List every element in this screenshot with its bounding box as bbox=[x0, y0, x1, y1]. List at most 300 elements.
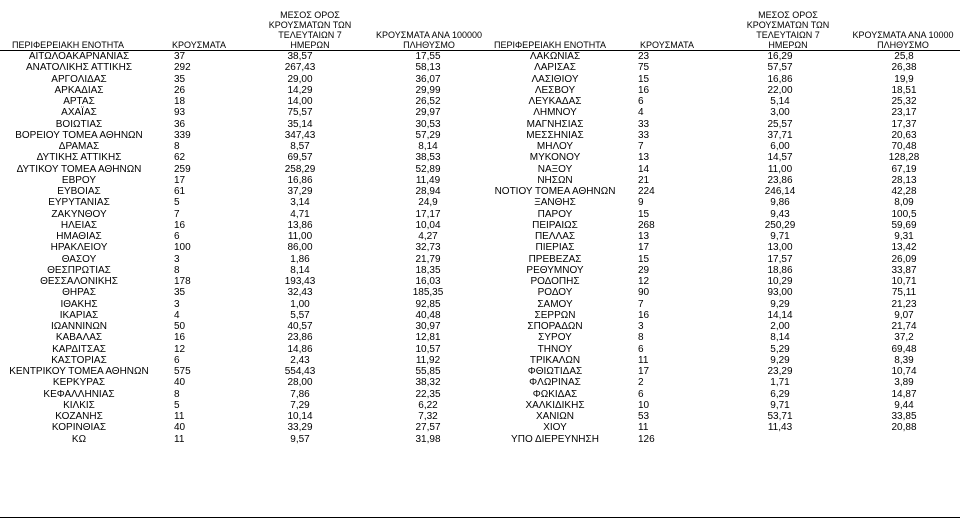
left-cases-cell: 61 bbox=[174, 186, 186, 197]
left-name-cell: ΚΩ bbox=[71, 433, 87, 445]
left-per100k-cell: 92,85 bbox=[415, 298, 441, 310]
table-row bbox=[0, 74, 960, 85]
left-cases-cell: 35 bbox=[174, 73, 186, 85]
right-name-cell: ΧΑΛΚΙΔΙΚΗΣ bbox=[525, 399, 585, 411]
table-row bbox=[0, 197, 960, 208]
left-per100k-cell: 38,32 bbox=[415, 377, 441, 389]
table-row bbox=[0, 400, 960, 411]
right-cases-cell: 14 bbox=[638, 163, 650, 175]
left-name-cell: ΙΚΑΡΙΑΣ bbox=[59, 309, 99, 321]
right-name-cell: ΧΑΝΙΩΝ bbox=[535, 411, 575, 422]
right-avg7-cell: 25,57 bbox=[767, 118, 793, 130]
right-avg7-cell: 10,29 bbox=[767, 276, 793, 287]
right-name-cell: ΤΗΝΟΥ bbox=[537, 343, 573, 355]
left-avg7-cell: 193,43 bbox=[284, 276, 316, 287]
right-per100k-cell: 33,87 bbox=[891, 264, 917, 276]
right-cases-cell: 13 bbox=[638, 231, 650, 242]
left-per100k-cell: 30,97 bbox=[415, 321, 441, 332]
right-avg7-cell: 8,14 bbox=[770, 332, 790, 344]
right-name-cell: ΣΠΟΡΑΔΩΝ bbox=[527, 321, 583, 332]
left-avg7-cell: 35,14 bbox=[287, 118, 313, 130]
left-name-cell: ΘΗΡΑΣ bbox=[62, 287, 96, 299]
left-per100k-cell: 4,27 bbox=[418, 231, 438, 242]
left-cases-cell: 36 bbox=[174, 118, 186, 130]
right-per100k-cell: 26,38 bbox=[891, 62, 917, 74]
left-avg7-cell: 2,43 bbox=[290, 354, 310, 366]
left-per100k-cell: 21,79 bbox=[415, 253, 441, 265]
left-avg7-cell: 8,14 bbox=[290, 264, 310, 276]
right-avg7-cell: 14,57 bbox=[767, 152, 793, 164]
left-avg7-cell: 3,14 bbox=[290, 197, 310, 209]
right-name-cell: ΜΥΚΟΝΟΥ bbox=[529, 152, 581, 164]
left-per100k-cell: 31,98 bbox=[415, 433, 441, 445]
right-per100k-cell: 128,28 bbox=[888, 152, 920, 164]
right-name-cell: ΦΛΩΡΙΝΑΣ bbox=[529, 377, 581, 389]
left-avg7-cell: 258,29 bbox=[284, 163, 316, 175]
left-avg7-cell: 75,57 bbox=[287, 107, 313, 119]
left-per100k-cell: 7,32 bbox=[418, 411, 438, 422]
right-avg7-cell: 18,86 bbox=[767, 264, 793, 276]
table-row bbox=[0, 287, 960, 298]
right-name-cell: ΣΕΡΡΩΝ bbox=[534, 309, 576, 321]
left-per100k-cell: 11,92 bbox=[415, 354, 441, 366]
left-name-cell: ΑΝΑΤΟΛΙΚΗΣ ΑΤΤΙΚΗΣ bbox=[25, 62, 133, 74]
table-row bbox=[0, 276, 960, 287]
right-per100k-cell: 42,28 bbox=[891, 186, 917, 197]
right-name-cell: ΠΙΕΡΙΑΣ bbox=[535, 242, 575, 254]
right-name-cell: ΝΟΤΙΟΥ ΤΟΜΕΑ ΑΘΗΝΩΝ bbox=[494, 186, 616, 197]
table-row bbox=[0, 220, 960, 231]
left-name-cell: ΒΟΙΩΤΙΑΣ bbox=[55, 118, 103, 130]
right-avg7-cell: 3,00 bbox=[770, 107, 790, 119]
right-per100k-cell: 75,11 bbox=[891, 287, 917, 299]
left-cases-cell: 40 bbox=[174, 422, 186, 434]
table-row bbox=[0, 62, 960, 73]
right-per100k-cell: 23,17 bbox=[891, 107, 917, 119]
left-cases-cell: 8 bbox=[174, 141, 180, 152]
right-name-cell: ΤΡΙΚΑΛΩΝ bbox=[529, 354, 581, 366]
right-avg7-cell: 9,29 bbox=[770, 298, 790, 310]
left-name-cell: ΑΡΤΑΣ bbox=[63, 96, 95, 107]
right-avg7-cell: 250,29 bbox=[764, 219, 796, 231]
right-name-cell: ΡΟΔΟΥ bbox=[537, 287, 573, 299]
left-avg7-cell: 23,86 bbox=[287, 332, 313, 344]
left-cases-cell: 292 bbox=[174, 62, 191, 74]
table-row bbox=[0, 209, 960, 220]
right-cases-cell: 15 bbox=[638, 208, 650, 220]
left-name-cell: ΚΕΝΤΡΙΚΟΥ ΤΟΜΕΑ ΑΘΗΝΩΝ bbox=[9, 366, 149, 377]
left-per100k-cell: 38,53 bbox=[415, 152, 441, 164]
right-per100k-cell: 10,71 bbox=[891, 276, 917, 287]
right-avg7-cell: 5,14 bbox=[770, 96, 790, 107]
left-avg7-cell: 14,29 bbox=[287, 84, 313, 96]
right-avg7-cell: 246,14 bbox=[764, 186, 796, 197]
left-name-cell: ΔΡΑΜΑΣ bbox=[58, 141, 100, 152]
left-name-cell: ΚΕΦΑΛΛΗΝΙΑΣ bbox=[43, 388, 115, 400]
right-cases-cell: 6 bbox=[638, 343, 644, 355]
left-name-cell: ΗΡΑΚΛΕΙΟΥ bbox=[50, 242, 108, 254]
left-cases-cell: 62 bbox=[174, 152, 186, 164]
right-per100k-cell: 69,48 bbox=[891, 343, 917, 355]
left-cases-cell: 7 bbox=[174, 208, 180, 220]
right-name-cell: ΛΑΚΩΝΙΑΣ bbox=[529, 51, 581, 62]
right-avg7-cell: 9,43 bbox=[770, 208, 790, 220]
right-cases-cell: 9 bbox=[638, 197, 644, 209]
right-name-cell: ΠΕΙΡΑΙΩΣ bbox=[532, 219, 578, 231]
right-avg7-cell: 17,57 bbox=[767, 253, 793, 265]
left-cases-cell: 8 bbox=[174, 388, 180, 400]
right-per100k-cell: 10,74 bbox=[891, 366, 917, 377]
right-cases-cell: 17 bbox=[638, 366, 650, 377]
right-name-cell: ΧΙΟΥ bbox=[543, 422, 567, 434]
right-name-cell: ΥΠΟ ΔΙΕΡΕΥΝΗΣΗ bbox=[511, 433, 599, 445]
left-avg7-cell: 1,86 bbox=[290, 253, 310, 265]
right-avg7-cell: 37,71 bbox=[767, 129, 793, 141]
right-avg7-cell: 9,71 bbox=[770, 399, 790, 411]
right-per100k-cell: 25,8 bbox=[894, 51, 914, 62]
left-avg7-cell: 11,00 bbox=[287, 231, 313, 242]
right-avg7-cell: 5,29 bbox=[770, 343, 790, 355]
right-avg7-cell: 13,00 bbox=[767, 242, 793, 254]
left-per100k-cell: 55,85 bbox=[415, 366, 441, 377]
table-row bbox=[0, 107, 960, 118]
left-name-cell: ΒΟΡΕΙΟΥ ΤΟΜΕΑ ΑΘΗΝΩΝ bbox=[15, 129, 143, 141]
table-row bbox=[0, 175, 960, 186]
right-cases-cell: 90 bbox=[638, 287, 650, 299]
right-name-cell: ΠΕΛΛΑΣ bbox=[534, 231, 576, 242]
right-cases-cell: 2 bbox=[638, 377, 644, 389]
right-per100k-cell: 18,51 bbox=[891, 84, 917, 96]
right-avg7-cell: 14,14 bbox=[767, 309, 793, 321]
right-name-cell: ΣΥΡΟΥ bbox=[538, 332, 572, 344]
right-name-cell: ΞΑΝΘΗΣ bbox=[534, 197, 576, 209]
right-per100k-cell: 21,74 bbox=[891, 321, 917, 332]
left-per100k-cell: 26,52 bbox=[415, 96, 441, 107]
left-avg7-cell: 1,00 bbox=[290, 298, 310, 310]
table-row bbox=[0, 130, 960, 141]
table-row bbox=[0, 332, 960, 343]
left-name-cell: ΚΑΡΔΙΤΣΑΣ bbox=[52, 343, 106, 355]
right-per100k-cell: 9,31 bbox=[894, 231, 914, 242]
right-cases-cell: 33 bbox=[638, 129, 650, 141]
right-per100k-cell: 3,89 bbox=[894, 377, 914, 389]
right-cases-cell: 6 bbox=[638, 96, 644, 107]
right-cases-cell: 3 bbox=[638, 321, 644, 332]
right-name-cell: ΛΑΣΙΘΙΟΥ bbox=[531, 73, 579, 85]
table-row bbox=[0, 85, 960, 96]
right-cases-cell: 53 bbox=[638, 411, 650, 422]
left-cases-cell: 8 bbox=[174, 264, 180, 276]
left-name-cell: ΘΕΣΠΡΩΤΙΑΣ bbox=[47, 264, 111, 276]
header-avg7-left: ΜΕΣΟΣ ΟΡΟΣ ΚΡΟΥΣΜΑΤΩΝ ΤΩΝ ΤΕΛΕΥΤΑΙΩΝ 7 ΗΜΕΡΩΝ bbox=[268, 10, 352, 50]
left-per100k-cell: 57,29 bbox=[415, 129, 441, 141]
left-name-cell: ΚΑΒΑΛΑΣ bbox=[55, 332, 103, 344]
right-avg7-cell: 11,43 bbox=[767, 422, 793, 434]
left-per100k-cell: 36,07 bbox=[415, 73, 441, 85]
right-avg7-cell: 6,00 bbox=[770, 141, 790, 152]
left-per100k-cell: 6,22 bbox=[418, 399, 438, 411]
right-name-cell: ΜΕΣΣΗΝΙΑΣ bbox=[526, 129, 584, 141]
left-name-cell: ΙΩΑΝΝΙΝΩΝ bbox=[50, 321, 108, 332]
left-avg7-cell: 14,86 bbox=[287, 343, 313, 355]
right-name-cell: ΝΑΞΟΥ bbox=[537, 163, 573, 175]
left-cases-cell: 6 bbox=[174, 231, 180, 242]
right-cases-cell: 7 bbox=[638, 141, 644, 152]
left-name-cell: ΑΧΑΪΑΣ bbox=[61, 107, 97, 119]
table-row bbox=[0, 186, 960, 197]
left-cases-cell: 5 bbox=[174, 399, 180, 411]
left-cases-cell: 40 bbox=[174, 377, 186, 389]
right-per100k-cell: 70,48 bbox=[891, 141, 917, 152]
left-per100k-cell: 16,03 bbox=[415, 276, 441, 287]
right-cases-cell: 268 bbox=[638, 219, 655, 231]
left-name-cell: ΕΥΒΟΙΑΣ bbox=[57, 186, 101, 197]
right-cases-cell: 6 bbox=[638, 388, 644, 400]
right-cases-cell: 224 bbox=[638, 186, 655, 197]
left-name-cell: ΚΟΖΑΝΗΣ bbox=[55, 411, 103, 422]
left-name-cell: ΕΥΡΥΤΑΝΙΑΣ bbox=[48, 197, 110, 209]
right-per100k-cell: 19,9 bbox=[894, 73, 914, 85]
right-per100k-cell: 67,19 bbox=[891, 163, 917, 175]
table-row bbox=[0, 119, 960, 130]
right-per100k-cell: 37,2 bbox=[894, 332, 914, 344]
right-per100k-cell: 14,87 bbox=[891, 388, 917, 400]
header-avg7-right: ΜΕΣΟΣ ΟΡΟΣ ΚΡΟΥΣΜΑΤΩΝ ΤΩΝ ΤΕΛΕΥΤΑΙΩΝ 7 ΗΜΕΡΩΝ bbox=[746, 10, 830, 50]
table-row bbox=[0, 422, 960, 433]
table-row bbox=[0, 411, 960, 422]
right-cases-cell: 29 bbox=[638, 264, 650, 276]
table-row bbox=[0, 254, 960, 265]
table-row bbox=[0, 141, 960, 152]
left-per100k-cell: 8,14 bbox=[418, 141, 438, 152]
left-avg7-cell: 7,86 bbox=[290, 388, 310, 400]
left-per100k-cell: 30,53 bbox=[415, 118, 441, 130]
right-cases-cell: 126 bbox=[638, 433, 655, 445]
right-name-cell: ΜΗΛΟΥ bbox=[536, 141, 574, 152]
right-per100k-cell: 26,09 bbox=[891, 253, 917, 265]
left-per100k-cell: 32,73 bbox=[415, 242, 441, 254]
table-row bbox=[0, 51, 960, 62]
right-per100k-cell: 8,39 bbox=[894, 354, 914, 366]
right-cases-cell: 11 bbox=[638, 354, 649, 366]
table-row bbox=[0, 321, 960, 332]
table-bottom-border bbox=[0, 517, 960, 518]
left-avg7-cell: 347,43 bbox=[284, 129, 316, 141]
left-cases-cell: 178 bbox=[174, 276, 191, 287]
left-avg7-cell: 38,57 bbox=[287, 51, 313, 62]
right-cases-cell: 13 bbox=[638, 152, 650, 164]
right-per100k-cell: 25,32 bbox=[891, 96, 917, 107]
table-row bbox=[0, 377, 960, 388]
right-avg7-cell: 93,00 bbox=[767, 287, 793, 299]
right-avg7-cell: 1,71 bbox=[770, 377, 790, 389]
left-avg7-cell: 9,57 bbox=[290, 433, 310, 445]
left-avg7-cell: 40,57 bbox=[287, 321, 313, 332]
left-avg7-cell: 7,29 bbox=[290, 399, 310, 411]
right-avg7-cell: 11,00 bbox=[767, 163, 793, 175]
right-cases-cell: 33 bbox=[638, 118, 650, 130]
header-per100k-right: ΚΡΟΥΣΜΑΤΑ ΑΝΑ 10000 ΠΛΗΘΥΣΜΟ bbox=[852, 30, 954, 50]
table-row bbox=[0, 310, 960, 321]
left-avg7-cell: 554,43 bbox=[284, 366, 316, 377]
left-name-cell: ΘΕΣΣΑΛΟΝΙΚΗΣ bbox=[40, 276, 118, 287]
right-name-cell: ΛΑΡΙΣΑΣ bbox=[534, 62, 576, 74]
left-per100k-cell: 12,81 bbox=[415, 332, 441, 344]
left-name-cell: ΗΜΑΘΙΑΣ bbox=[56, 231, 102, 242]
left-name-cell: ΚΕΡΚΥΡΑΣ bbox=[52, 377, 106, 389]
right-cases-cell: 16 bbox=[638, 309, 650, 321]
left-name-cell: ΙΘΑΚΗΣ bbox=[60, 298, 98, 310]
left-cases-cell: 16 bbox=[174, 332, 186, 344]
right-avg7-cell: 2,00 bbox=[770, 321, 790, 332]
left-name-cell: ΚΑΣΤΟΡΙΑΣ bbox=[51, 354, 107, 366]
left-avg7-cell: 4,71 bbox=[290, 208, 310, 220]
left-avg7-cell: 14,00 bbox=[287, 96, 313, 107]
header-cases-left: ΚΡΟΥΣΜΑΤΑ bbox=[172, 40, 226, 50]
right-name-cell: ΝΗΣΩΝ bbox=[537, 174, 573, 186]
left-cases-cell: 575 bbox=[174, 366, 191, 377]
left-avg7-cell: 267,43 bbox=[284, 62, 316, 74]
right-name-cell: ΠΑΡΟΥ bbox=[537, 208, 573, 220]
table-row bbox=[0, 366, 960, 377]
right-name-cell: ΡΕΘΥΜΝΟΥ bbox=[526, 264, 584, 276]
right-name-cell: ΣΑΜΟΥ bbox=[537, 298, 573, 310]
right-cases-cell: 75 bbox=[638, 62, 650, 74]
left-per100k-cell: 18,35 bbox=[415, 264, 441, 276]
left-per100k-cell: 10,57 bbox=[415, 343, 441, 355]
left-cases-cell: 6 bbox=[174, 354, 180, 366]
left-per100k-cell: 24,9 bbox=[418, 197, 438, 209]
left-cases-cell: 339 bbox=[174, 129, 191, 141]
right-avg7-cell: 16,86 bbox=[767, 73, 793, 85]
left-avg7-cell: 28,00 bbox=[287, 377, 313, 389]
table-row bbox=[0, 434, 960, 445]
table-row bbox=[0, 96, 960, 107]
left-avg7-cell: 69,57 bbox=[287, 152, 313, 164]
right-cases-cell: 16 bbox=[638, 84, 650, 96]
left-per100k-cell: 29,99 bbox=[415, 84, 441, 96]
right-cases-cell: 8 bbox=[638, 332, 644, 344]
right-avg7-cell: 23,86 bbox=[767, 174, 793, 186]
left-per100k-cell: 29,97 bbox=[415, 107, 441, 119]
left-cases-cell: 11 bbox=[174, 411, 185, 422]
right-avg7-cell: 9,29 bbox=[770, 354, 790, 366]
left-cases-cell: 17 bbox=[174, 174, 186, 186]
left-name-cell: ΘΑΣΟΥ bbox=[61, 253, 97, 265]
left-avg7-cell: 8,57 bbox=[290, 141, 310, 152]
left-name-cell: ΔΥΤΙΚΗΣ ΑΤΤΙΚΗΣ bbox=[36, 152, 122, 164]
left-name-cell: ΕΒΡΟΥ bbox=[61, 174, 97, 186]
left-cases-cell: 35 bbox=[174, 287, 186, 299]
right-name-cell: ΛΕΥΚΑΔΑΣ bbox=[528, 96, 582, 107]
header-region-left: ΠΕΡΙΦΕΡΕΙΑΚΗ ΕΝΟΤΗΤΑ bbox=[12, 40, 125, 50]
left-cases-cell: 16 bbox=[174, 219, 186, 231]
left-avg7-cell: 33,29 bbox=[287, 422, 313, 434]
right-cases-cell: 15 bbox=[638, 73, 650, 85]
right-avg7-cell: 22,00 bbox=[767, 84, 793, 96]
table-row bbox=[0, 355, 960, 366]
left-per100k-cell: 10,04 bbox=[415, 219, 441, 231]
left-cases-cell: 259 bbox=[174, 163, 191, 175]
right-name-cell: ΦΘΙΩΤΙΔΑΣ bbox=[527, 366, 583, 377]
right-name-cell: ΛΕΣΒΟΥ bbox=[534, 84, 576, 96]
right-cases-cell: 11 bbox=[638, 422, 649, 434]
left-per100k-cell: 40,48 bbox=[415, 309, 441, 321]
right-cases-cell: 12 bbox=[638, 276, 650, 287]
left-name-cell: ΚΙΛΚΙΣ bbox=[63, 399, 95, 411]
left-cases-cell: 4 bbox=[174, 309, 180, 321]
right-per100k-cell: 21,23 bbox=[891, 298, 917, 310]
table-row bbox=[0, 164, 960, 175]
right-avg7-cell: 6,29 bbox=[770, 388, 790, 400]
left-per100k-cell: 11,49 bbox=[415, 174, 441, 186]
right-per100k-cell: 100,5 bbox=[891, 208, 917, 220]
right-avg7-cell: 53,71 bbox=[767, 411, 793, 422]
left-per100k-cell: 27,57 bbox=[415, 422, 441, 434]
left-per100k-cell: 52,89 bbox=[415, 163, 441, 175]
left-cases-cell: 3 bbox=[174, 253, 180, 265]
left-avg7-cell: 13,86 bbox=[287, 219, 313, 231]
left-cases-cell: 5 bbox=[174, 197, 180, 209]
right-name-cell: ΛΗΜΝΟΥ bbox=[533, 107, 577, 119]
right-per100k-cell: 9,07 bbox=[894, 309, 914, 321]
left-per100k-cell: 58,13 bbox=[415, 62, 441, 74]
table-row bbox=[0, 344, 960, 355]
table-row bbox=[0, 242, 960, 253]
left-per100k-cell: 22,35 bbox=[415, 388, 441, 400]
header-per100k-left: ΚΡΟΥΣΜΑΤΑ ΑΝΑ 100000 ΠΛΗΘΥΣΜΟ bbox=[376, 30, 482, 50]
header-region-right: ΠΕΡΙΦΕΡΕΙΑΚΗ ΕΝΟΤΗΤΑ bbox=[494, 40, 607, 50]
left-name-cell: ΑΙΤΩΛΟΑΚΑΡΝΑΝΙΑΣ bbox=[28, 51, 130, 62]
left-cases-cell: 100 bbox=[174, 242, 191, 254]
right-name-cell: ΠΡΕΒΕΖΑΣ bbox=[528, 253, 582, 265]
right-per100k-cell: 20,88 bbox=[891, 422, 917, 434]
right-cases-cell: 21 bbox=[638, 174, 650, 186]
left-per100k-cell: 185,35 bbox=[412, 287, 444, 299]
right-cases-cell: 7 bbox=[638, 298, 644, 310]
right-per100k-cell: 28,13 bbox=[891, 174, 917, 186]
right-per100k-cell: 13,42 bbox=[891, 242, 917, 254]
right-cases-cell: 15 bbox=[638, 253, 650, 265]
left-name-cell: ΗΛΕΙΑΣ bbox=[60, 219, 98, 231]
left-cases-cell: 50 bbox=[174, 321, 186, 332]
right-per100k-cell: 9,44 bbox=[894, 399, 914, 411]
header-cases-right: ΚΡΟΥΣΜΑΤΑ bbox=[640, 40, 694, 50]
left-name-cell: ΑΡΓΟΛΙΔΑΣ bbox=[51, 73, 107, 85]
left-avg7-cell: 29,00 bbox=[287, 73, 313, 85]
left-avg7-cell: 86,00 bbox=[287, 242, 313, 254]
table-row bbox=[0, 231, 960, 242]
right-cases-cell: 17 bbox=[638, 242, 650, 254]
left-avg7-cell: 16,86 bbox=[287, 174, 313, 186]
table-row bbox=[0, 299, 960, 310]
left-avg7-cell: 32,43 bbox=[287, 287, 313, 299]
right-cases-cell: 23 bbox=[638, 51, 650, 62]
left-name-cell: ΑΡΚΑΔΙΑΣ bbox=[54, 84, 104, 96]
right-per100k-cell: 59,69 bbox=[891, 219, 917, 231]
right-name-cell: ΦΩΚΙΔΑΣ bbox=[532, 388, 578, 400]
left-cases-cell: 18 bbox=[174, 96, 186, 107]
left-name-cell: ΚΟΡΙΝΘΙΑΣ bbox=[51, 422, 107, 434]
right-avg7-cell: 23,29 bbox=[767, 366, 793, 377]
left-per100k-cell: 28,94 bbox=[415, 186, 441, 197]
left-avg7-cell: 37,29 bbox=[287, 186, 313, 197]
left-name-cell: ΖΑΚΥΝΘΟΥ bbox=[51, 208, 107, 220]
right-cases-cell: 10 bbox=[638, 399, 650, 411]
right-avg7-cell: 9,71 bbox=[770, 231, 790, 242]
right-per100k-cell: 20,63 bbox=[891, 129, 917, 141]
left-avg7-cell: 10,14 bbox=[287, 411, 313, 422]
